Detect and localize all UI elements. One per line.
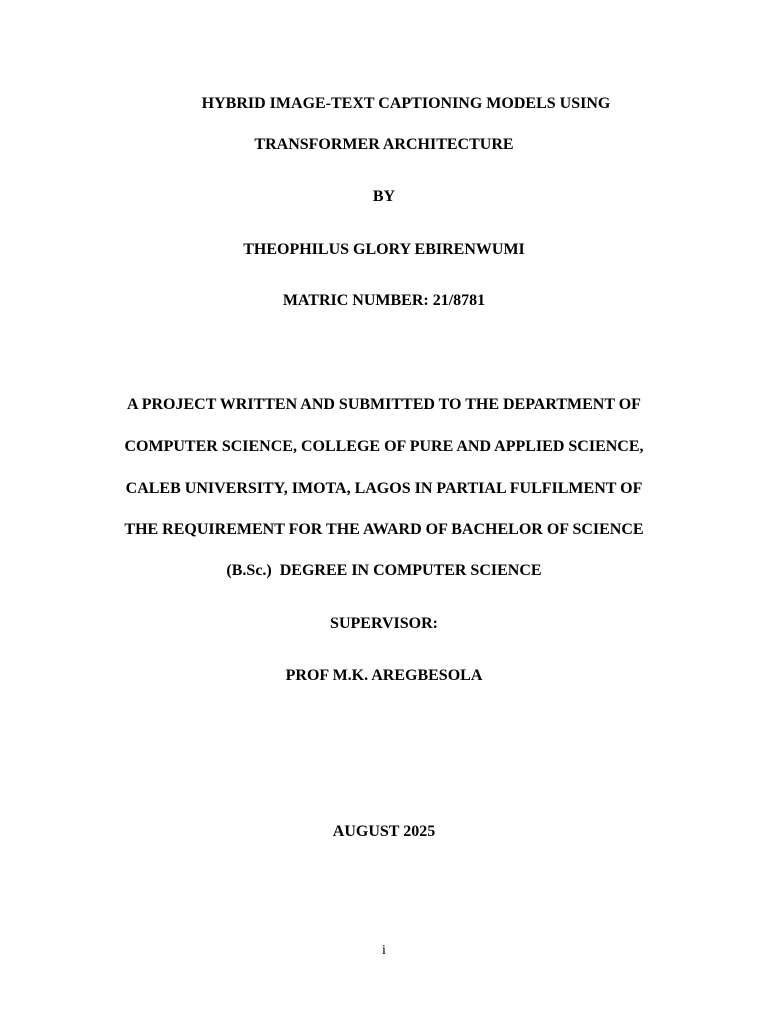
title-line-2: TRANSFORMER ARCHITECTURE (254, 136, 514, 153)
statement-line-1: A PROJECT WRITTEN AND SUBMITTED TO THE DEPARTMENT OF (127, 396, 641, 413)
submission-date: AUGUST 2025 (332, 823, 436, 840)
statement-line-3: CALEB UNIVERSITY, IMOTA, LAGOS IN PARTIAL FULFILMENT OF (125, 480, 643, 497)
supervisor-label: SUPERVISOR: (330, 615, 438, 632)
statement-line-2: COMPUTER SCIENCE, COLLEGE OF PURE AND APPLIED SCIENCE, (124, 438, 644, 455)
by-label: BY (372, 188, 396, 205)
statement-line-4: THE REQUIREMENT FOR THE AWARD OF BACHELOR OF SCIENCE (124, 521, 644, 538)
page-number: i (382, 943, 386, 958)
statement-line-5: (B.Sc.) DEGREE IN COMPUTER SCIENCE (226, 562, 542, 579)
matric-number: MATRIC NUMBER: 21/8781 (282, 292, 486, 309)
author-name: THEOPHILUS GLORY EBIRENWUMI (243, 241, 525, 258)
title-line-1: HYBRID IMAGE-TEXT CAPTIONING MODELS USING (201, 95, 611, 112)
supervisor-name: PROF M.K. AREGBESOLA (285, 667, 483, 684)
